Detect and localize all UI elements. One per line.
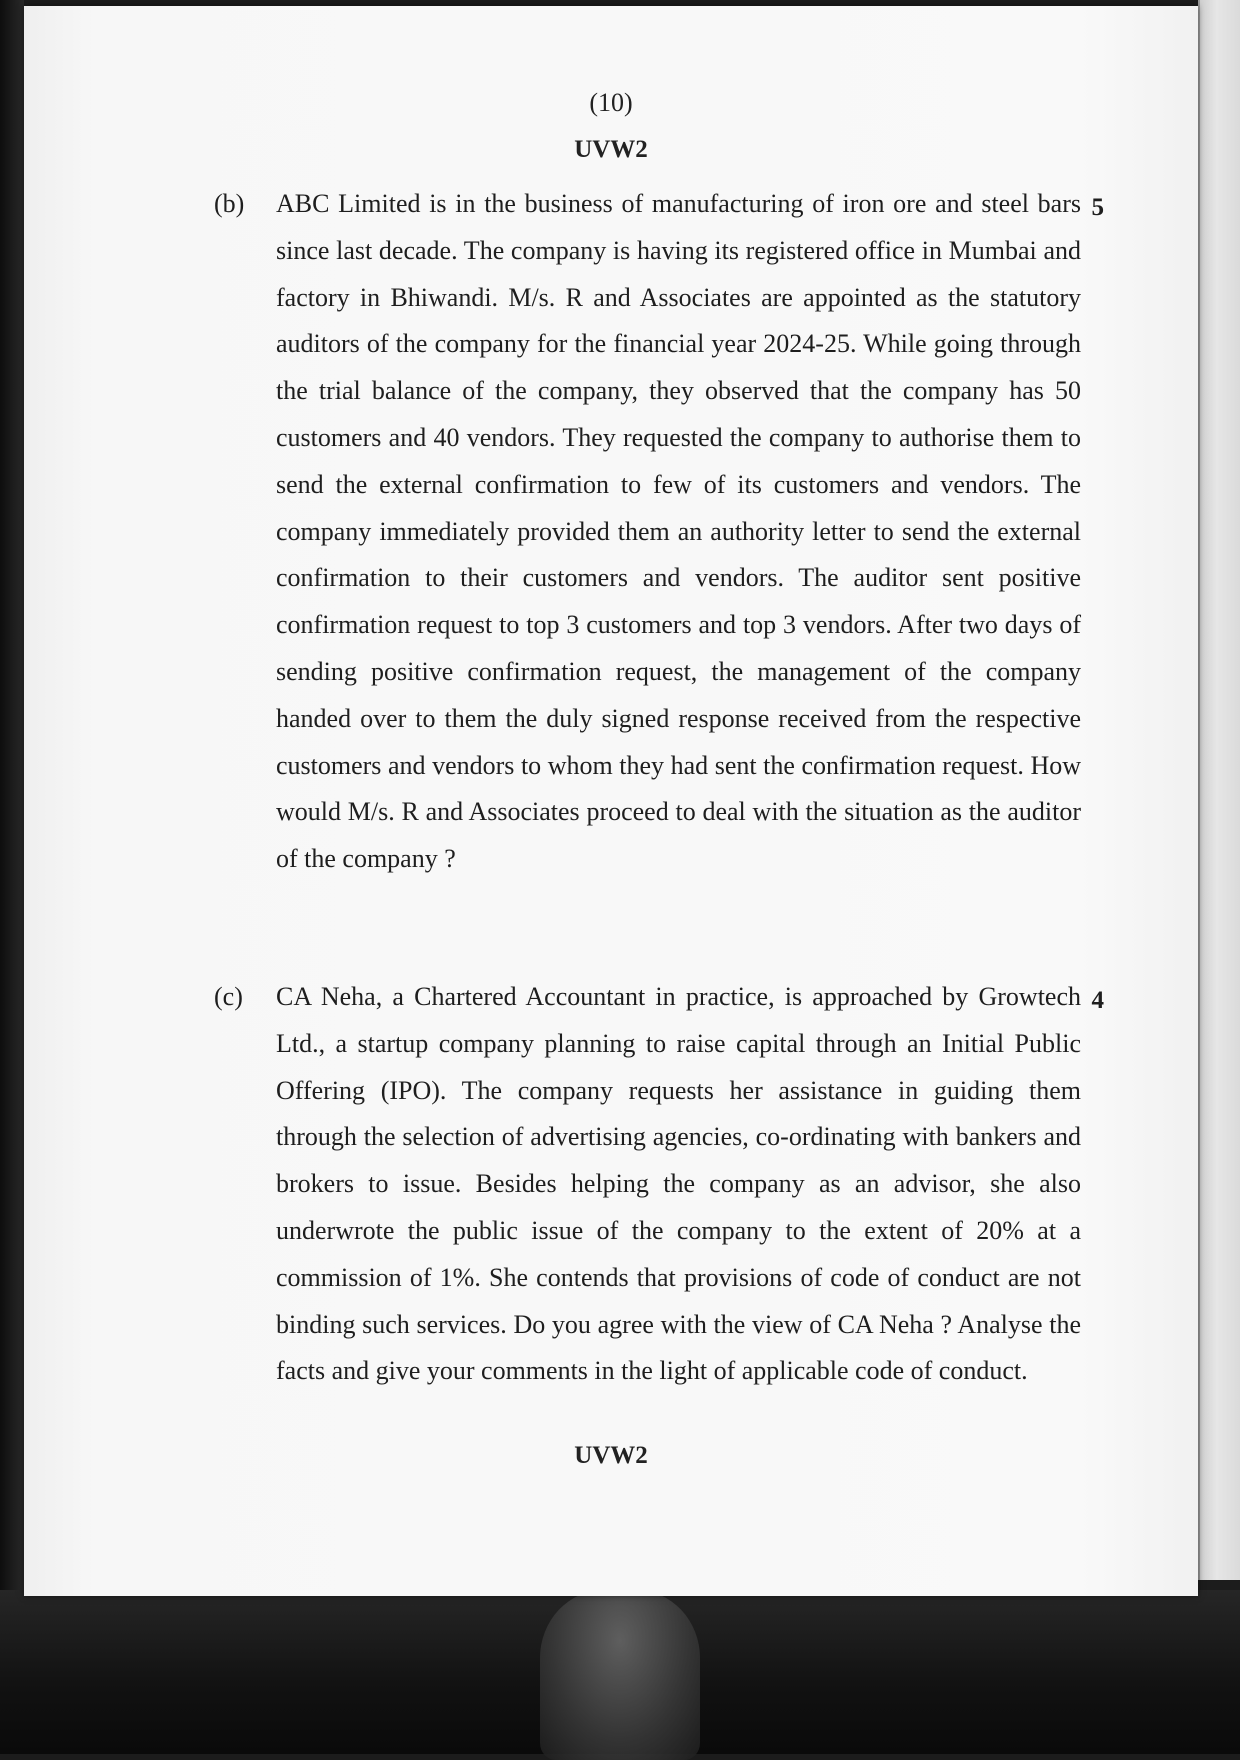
paper-code-footer: UVW2 [574, 1442, 648, 1469]
question-c [214, 974, 1104, 1395]
page-number: (10) [589, 88, 633, 117]
exam-page [24, 6, 1198, 1596]
finger-shadow [540, 1590, 700, 1760]
question-label: (b) [214, 189, 245, 218]
question-b [214, 181, 1104, 883]
adjacent-page-edge [1198, 0, 1240, 1580]
question-text: ABC Limited is in the business of manufacturing of iron ore and steel bars since last decade. The company is having its registered office in Mumbai and factory in Bhiwandi. M/s. R and Associates are appointed as the statutory auditors of the company for the financial year 2024-25. While going through the trial balance of the company, they observed that the company has 50 customers and 40 vendors. They requested the company to authorise them to send the external confirmation to few of its customers and vendors. The company immediately provided them an authority letter to send the external confirmation to their customers and vendors. The auditor sent positive confirmation request to top 3 customers and top 3 vendors. After two days of sending positive confirmation request, the management of the company handed over to them the duly signed response received from the respective customers and vendors to whom they had sent the confirmation request. How would M/s. R and Associates proceed to deal with the situation as the auditor of the company ? [276, 189, 1081, 874]
question-label: (c) [214, 982, 243, 1011]
question-marks: 5 [1091, 194, 1104, 221]
question-marks: 4 [1091, 987, 1104, 1014]
question-text: CA Neha, a Chartered Accountant in practice, is approached by Growtech Ltd., a startup company planning to raise capital through an Initial Public Offering (IPO). The company requests her assistance in guiding them through the selection of advertising agencies, co-ordinating with bankers and brokers to issue. Besides helping the company as an advisor, she also underwrote the public issue of the company to the extent of 20% at a commission of 1%. She contends that provisions of code of conduct are not binding such services. Do you agree with the view of CA Neha ? Analyse the facts and give your comments in the light of applicable code of conduct. [276, 982, 1081, 1386]
paper-code-header: UVW2 [574, 136, 648, 163]
scan-left-edge [0, 0, 24, 1600]
